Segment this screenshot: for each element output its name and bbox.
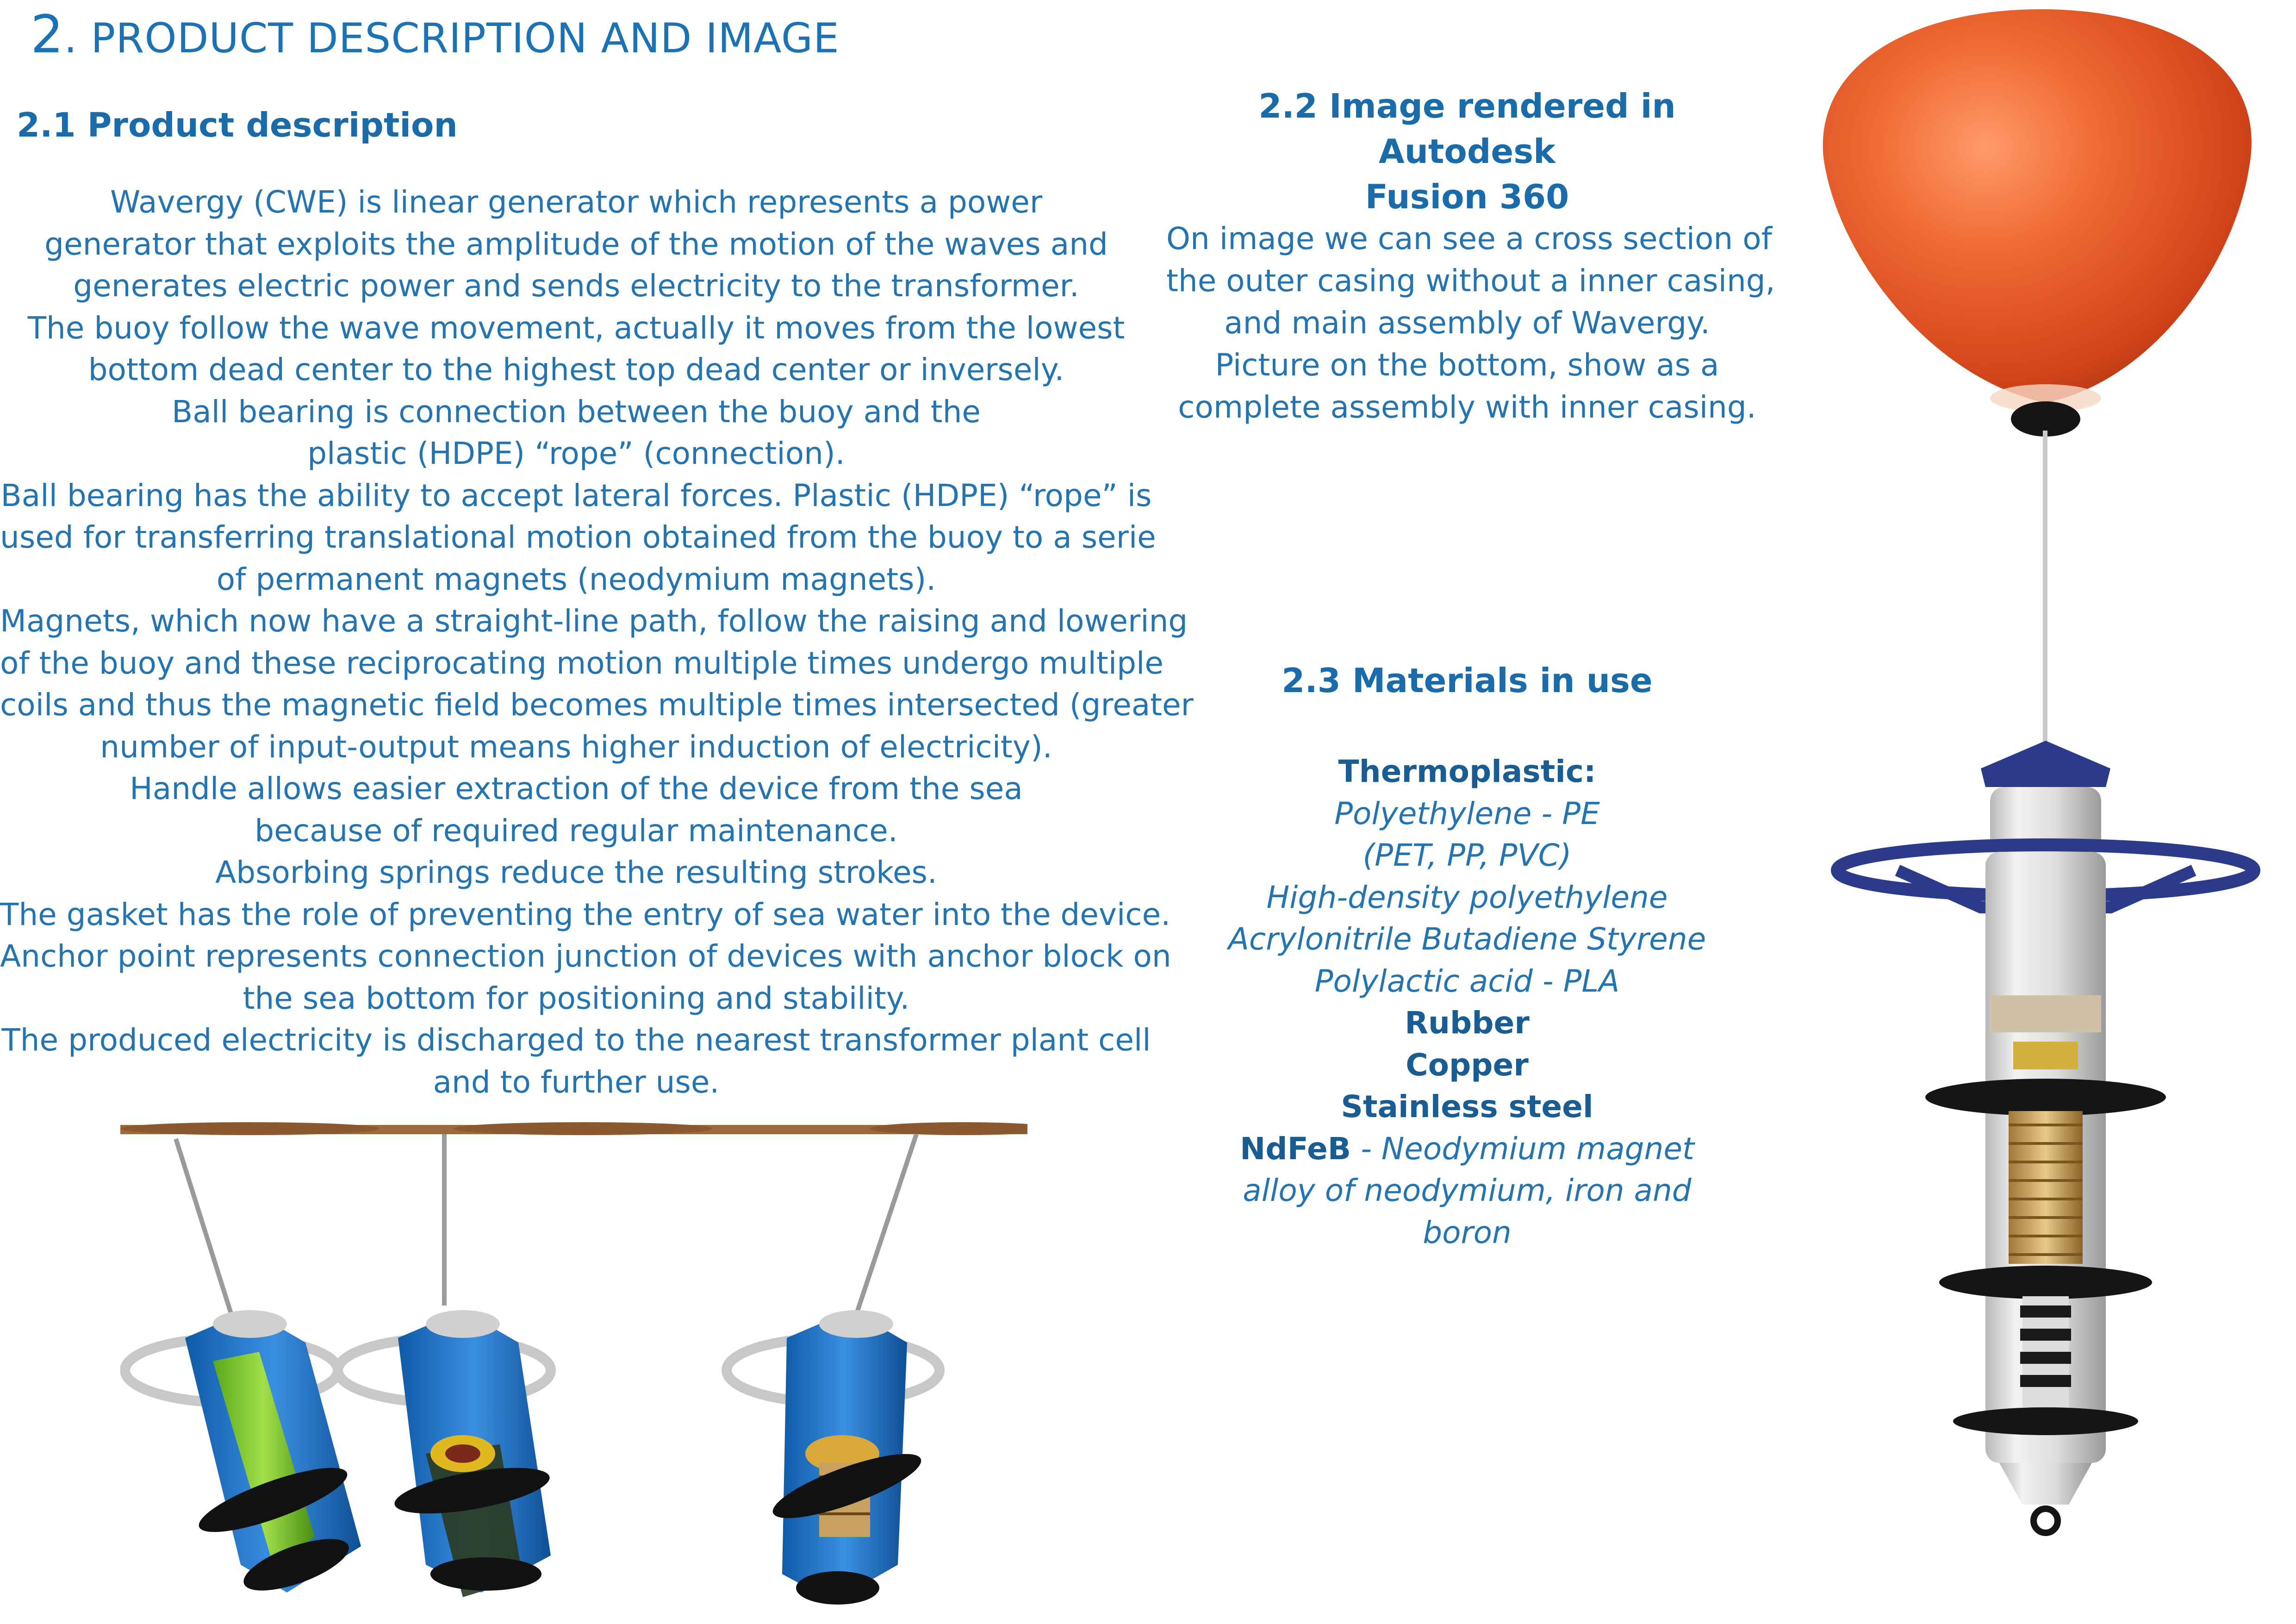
section-2-1-heading: 2.1 Product description	[17, 106, 458, 144]
desc-line: the sea bottom for positioning and stability.	[243, 980, 910, 1016]
desc-line: generates electric power and sends electricity to the transformer.	[73, 268, 1079, 304]
top-cap	[1981, 741, 2110, 787]
material-item: High-density polyethylene	[1266, 879, 1668, 915]
render-description	[1166, 218, 1775, 428]
magnet-stack	[2020, 1296, 2071, 1407]
desc-line: The gasket has the role of preventing the entry of sea water into the device.	[0, 896, 1171, 932]
desc-line: Ball bearing is connection between the buoy and the	[171, 394, 981, 430]
desc-line: number of input-output means higher induction of electricity).	[100, 729, 1052, 765]
material-item: Polylactic acid - PLA	[1314, 963, 1620, 999]
section-2-2-heading	[1166, 83, 1768, 219]
desc-line: Anchor point represents connection junction of devices with anchor block on	[0, 938, 1171, 974]
desc-line: because of required regular maintenance.	[255, 812, 898, 849]
desc-line: Wavergy (CWE) is linear generator which represents a power	[110, 184, 1043, 220]
desc-line: Ball bearing has the ability to accept lateral forces. Plastic (HDPE) “rope” is	[0, 477, 1152, 513]
desc-line: coils and thus the magnetic field becomes multiple times intersected (greater	[0, 687, 1194, 723]
ndfeb-desc-3: boron	[1423, 1214, 1512, 1250]
title-text: . PRODUCT DESCRIPTION AND IMAGE	[64, 14, 840, 62]
desc-line: used for transferring translational motion obtained from the buoy to a serie	[0, 519, 1156, 555]
render-line: and main assembly of Wavergy.	[1224, 305, 1710, 341]
render-line: complete assembly with inner casing.	[1178, 389, 1756, 425]
buoy-shape	[1823, 9, 2252, 403]
rope	[2043, 431, 2047, 750]
desc-line: Magnets, which now have a straight-line path, follow the raising and lowering	[0, 603, 1188, 639]
material-rubber: Rubber	[1405, 1005, 1530, 1041]
copper-coil	[2013, 1042, 2078, 1069]
desc-line: Absorbing springs reduce the resulting strokes.	[215, 855, 937, 890]
page-title	[31, 5, 840, 65]
clamp-plate	[1925, 1079, 2166, 1116]
desc-line: The buoy follow the wave movement, actually it moves from the lowest	[27, 310, 1125, 346]
cross-section-green-core	[125, 1139, 361, 1601]
section-2-3-heading: 2.3 Materials in use	[1282, 661, 1653, 700]
material-item: Acrylonitrile Butadiene Styrene	[1228, 921, 1706, 957]
thermoplastic-label: Thermoplastic:	[1338, 754, 1596, 789]
desc-line: generator that exploits the amplitude of the motion of the waves and	[44, 226, 1108, 262]
ndfeb-desc-2: alloy of neodymium, iron and	[1243, 1173, 1692, 1208]
section-2-2-heading-line2: Fusion 360	[1365, 177, 1569, 216]
desc-line: Handle allows easier extraction of the device from the sea	[130, 771, 1023, 806]
desc-line: of the buoy and these reciprocating motion multiple times undergo multiple	[0, 645, 1164, 681]
material-item: Polyethylene - PE	[1334, 795, 1600, 831]
material-ndfeb	[1166, 1128, 1768, 1170]
material-item: (PET, PP, PVC)	[1363, 837, 1572, 873]
desc-line: plastic (HDPE) “rope” (connection).	[307, 436, 845, 471]
desc-line: and to further use.	[433, 1064, 720, 1100]
material-copper: Copper	[1406, 1047, 1529, 1083]
desc-line: bottom dead center to the highest top dead center or inversely.	[88, 352, 1064, 387]
title-number: 2	[31, 5, 64, 65]
render-line: On image we can see a cross section of	[1166, 221, 1772, 256]
ndfeb-desc: - Neodymium magnet	[1351, 1131, 1694, 1167]
cross-section-springs	[727, 1134, 940, 1605]
buoy-assembly-render	[1805, 0, 2296, 1624]
section-2-2-heading-line1: 2.2 Image rendered in Autodesk	[1258, 87, 1676, 171]
materials-list	[1166, 751, 1768, 1254]
cross-section-magnet	[338, 1134, 553, 1597]
desc-line: of permanent magnets (neodymium magnets).	[216, 561, 936, 597]
product-description	[0, 181, 1194, 1103]
render-line: the outer casing without a inner casing,	[1166, 263, 1775, 299]
render-line: Picture on the bottom, show as a	[1215, 347, 1719, 383]
anchor-point	[2034, 1509, 2058, 1533]
ndfeb-label: NdFeB	[1240, 1131, 1351, 1167]
desc-line: The produced electricity is discharged to the nearest transformer plant cell	[1, 1022, 1151, 1058]
bottom-cone	[1999, 1463, 2092, 1505]
cross-section-renders	[120, 1120, 1027, 1624]
material-stainless: Stainless steel	[1341, 1089, 1593, 1124]
